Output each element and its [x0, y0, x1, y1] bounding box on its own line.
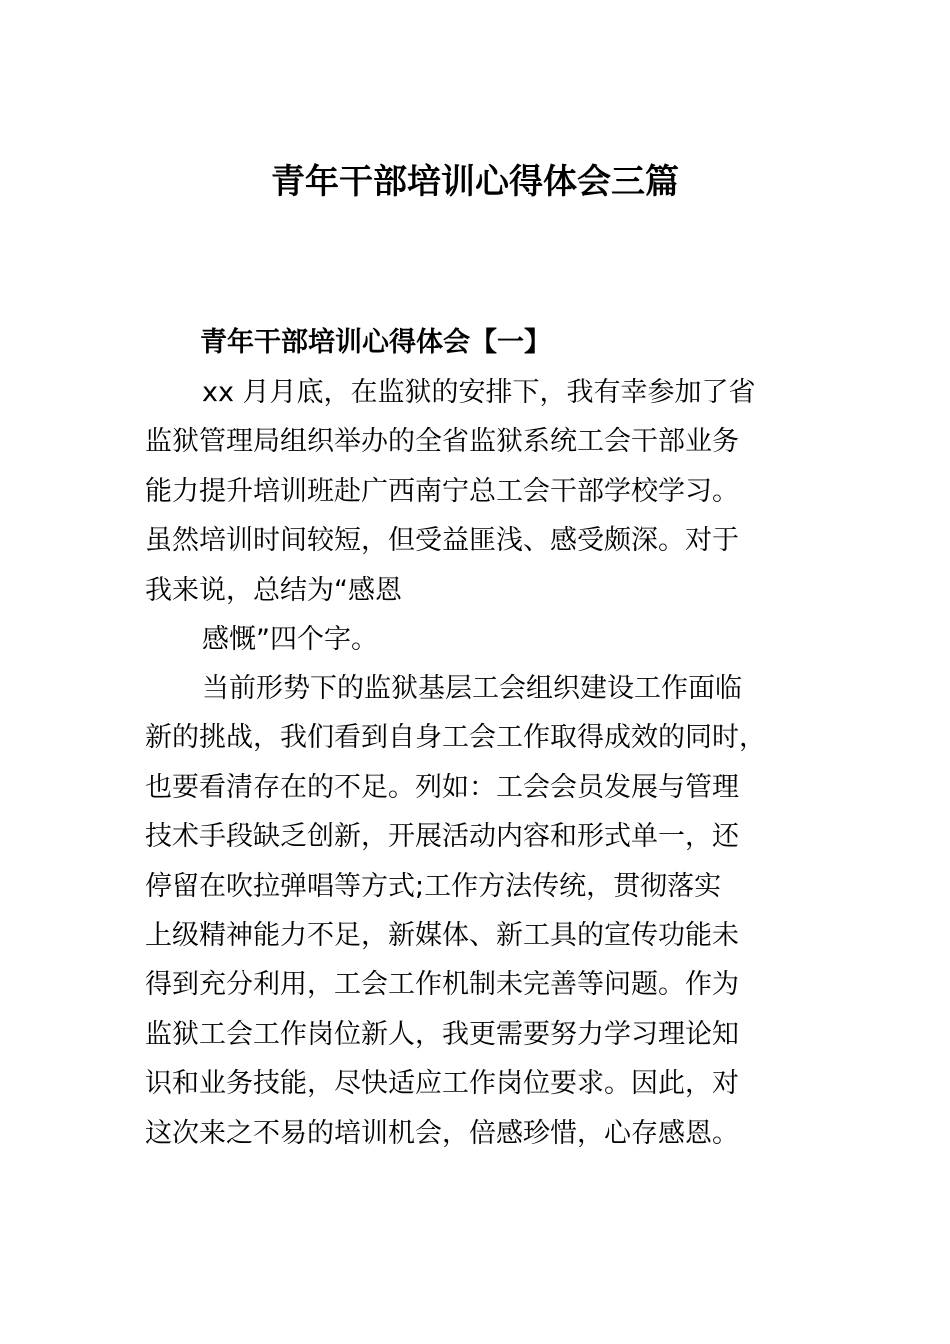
paragraph-line: 上级精神能力不足，新媒体、新工具的宣传功能未: [145, 919, 739, 951]
paragraph-line: 监狱工会工作岗位新人，我更需要努力学习理论知: [145, 1018, 739, 1050]
document-title: 青年干部培训心得体会三篇: [271, 162, 679, 202]
paragraph-line: 我来说，总结为“感恩: [145, 574, 402, 606]
paragraph-line: 新的挑战，我们看到自身工会工作取得成效的同时，: [145, 722, 766, 754]
paragraph-line: 停留在吹拉弹唱等方式;工作方法传统，贯彻落实: [145, 870, 722, 902]
paragraph-3: [145, 664, 805, 1158]
paragraph-2: [145, 615, 805, 664]
paragraph-line: xx 月月底，在监狱的安排下，我有幸参加了省: [202, 377, 756, 408]
paragraph-line: 得到充分利用，工会工作机制未完善等问题。作为: [145, 969, 739, 1001]
paragraph-line: 也要看清存在的不足。列如：工会会员发展与管理: [145, 771, 739, 803]
paragraph-line: 识和业务技能，尽快适应工作岗位要求。因此，对: [145, 1068, 739, 1100]
paragraph-line: 监狱管理局组织举办的全省监狱系统工会干部业务: [145, 426, 739, 458]
paragraph-line: 感慨”四个字。: [202, 624, 378, 655]
paragraph-line: 这次来之不易的培训机会，倍感珍惜，心存感恩。: [145, 1117, 739, 1149]
paragraph-1: [145, 368, 805, 615]
paragraph-line: 能力提升培训班赴广西南宁总工会干部学校学习。: [145, 475, 739, 507]
paragraph-line: 虽然培训时间较短，但受益匪浅、感受颇深。对于: [145, 525, 739, 557]
paragraph-line: 技术手段缺乏创新，开展活动内容和形式单一，还: [145, 821, 739, 853]
section-heading: 青年干部培训心得体会【一】: [200, 327, 551, 358]
paragraph-line: 当前形势下的监狱基层工会组织建设工作面临: [202, 673, 742, 704]
